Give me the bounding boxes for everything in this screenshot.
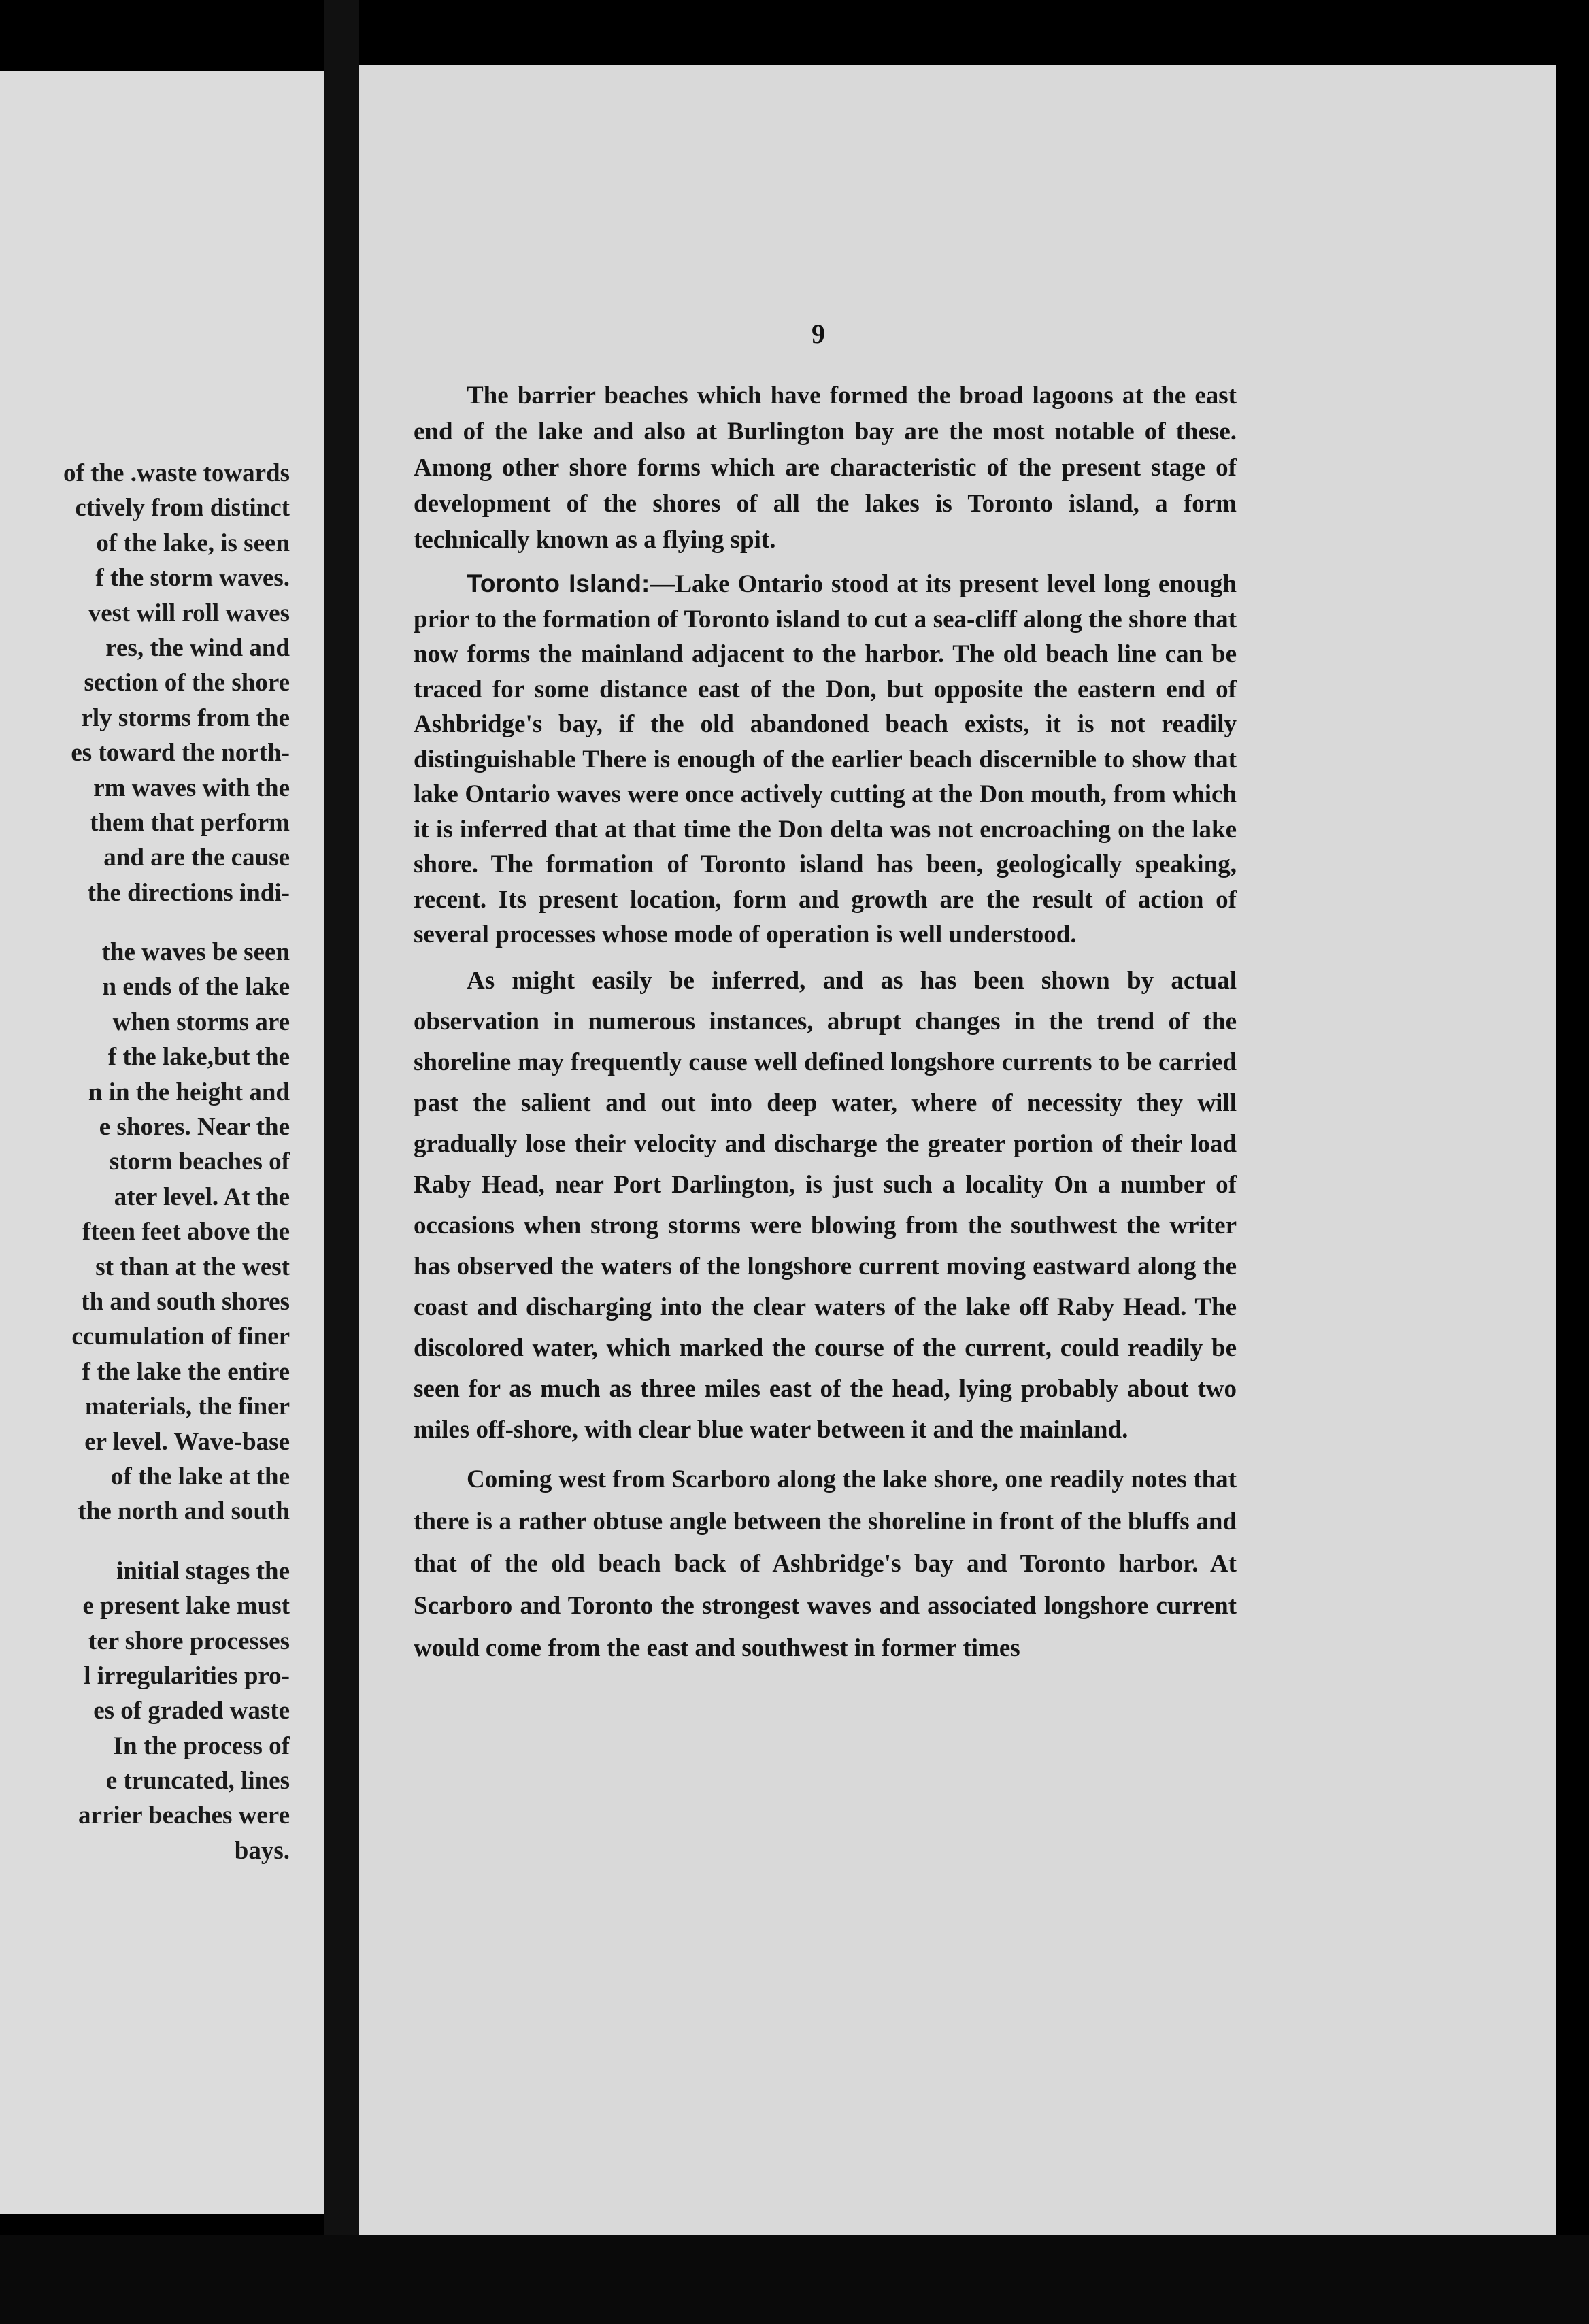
left-page-line: vest will roll waves xyxy=(88,599,290,627)
left-page-line: of the .waste towards xyxy=(63,459,290,487)
left-page-line: f the lake,but the xyxy=(107,1043,290,1072)
left-page-line: rly storms from the xyxy=(81,703,290,732)
right-page-text xyxy=(414,378,1237,1678)
left-page-line: them that perform xyxy=(90,808,290,837)
left-page-line: bays. xyxy=(234,1836,290,1865)
left-page-line: ater level. At the xyxy=(114,1182,290,1211)
left-page-line: ter shore processes xyxy=(88,1627,290,1655)
left-page-line: arrier beaches were xyxy=(78,1802,290,1830)
left-page-line: the directions indi- xyxy=(87,878,290,907)
left-page-line: the waves be seen xyxy=(101,938,290,967)
left-page-line: l irregularities pro- xyxy=(84,1661,290,1690)
left-page-line: the north and south xyxy=(78,1497,290,1526)
left-page-line: initial stages the xyxy=(116,1557,290,1585)
left-page-line: f the storm waves. xyxy=(95,564,290,593)
left-page-line: of the lake at the xyxy=(110,1462,290,1491)
left-page-line: of the lake, is seen xyxy=(96,529,290,557)
left-block-gap xyxy=(0,910,290,935)
left-page-line: materials, the finer xyxy=(84,1393,290,1421)
left-page-line: and are the cause xyxy=(103,844,290,872)
run-in-heading: Toronto Island: xyxy=(467,569,650,597)
paragraph-toronto-island-body: —Lake Ontario stood at its present level long enough prior to the formation of Toronto island to cut a sea-cliff along the shore that now forms the mainland adjacent to the harbor. The old beach line can be traced for some distance east of the Don, but opposite the eastern end of Ashbridge's bay, if the old abandoned beach exists, it is not readily distinguishable There is enough of the earlier beach discernible to show that lake Ontario waves were once actively cutting at the Don mouth, from which it is inferred that at that time the Don delta was not encroaching on the lake shore. The formation of Toronto island has been, geologically speaking, recent. Its present location, form and growth are the result of action of several processes whose mode of operation is well understood. xyxy=(414,570,1237,948)
left-page-line: storm beaches of xyxy=(109,1148,290,1176)
paragraph-toronto-island xyxy=(414,566,1237,952)
paragraph-scarboro: Coming west from Scarboro along the lake shore, one readily notes that there is a rather obtuse angle between the shoreline in front of the bluffs and that of the old beach back of Ashbridge's bay and Toronto harbor. At Scarboro and Toronto the strongest waves and associated longshore current would come from the east and southwest in former times xyxy=(414,1465,1237,1662)
left-page-line: when storms are xyxy=(112,1008,290,1036)
left-page-line: f the lake the entire xyxy=(82,1357,290,1386)
left-page-line: e truncated, lines xyxy=(105,1767,290,1795)
left-page-line: ccumulation of finer xyxy=(71,1323,290,1351)
left-page-line: er level. Wave-base xyxy=(84,1427,290,1456)
right-page xyxy=(359,65,1556,2235)
left-page-line: In the process of xyxy=(113,1731,290,1760)
left-page-line: rm waves with the xyxy=(93,774,290,802)
left-page-line: section of the shore xyxy=(84,669,290,697)
left-page-line: fteen feet above the xyxy=(82,1218,290,1246)
left-page-line: st than at the west xyxy=(95,1252,290,1281)
left-page-fragment xyxy=(0,71,324,2214)
left-page-line: e shores. Near the xyxy=(99,1113,290,1142)
left-page-line: res, the wind and xyxy=(105,633,290,662)
paragraph-barrier-beaches: The barrier beaches which have formed the broad lagoons at the east end of the lake and also at Burlington bay are the most notable of these. Among other shore forms which are characteristic of the present stage of development of the shores of all the lakes is Toronto island, a form technically known as a flying spit. xyxy=(414,382,1237,554)
left-page-line: e present lake must xyxy=(82,1592,290,1621)
left-page-text xyxy=(0,456,290,1868)
left-page-line: n ends of the lake xyxy=(102,973,290,1001)
left-page-line: es of graded waste xyxy=(93,1697,290,1725)
left-page-line: n in the height and xyxy=(88,1078,290,1106)
page-number: 9 xyxy=(812,318,825,349)
left-page-line: es toward the north- xyxy=(71,739,290,767)
left-page-line: ctively from distinct xyxy=(75,494,290,522)
book-gutter xyxy=(324,0,359,2324)
left-block-gap xyxy=(0,1529,290,1554)
scan-bottom-edge xyxy=(0,2235,1589,2324)
left-page-line: th and south shores xyxy=(81,1287,290,1316)
paragraph-longshore-currents: As might easily be inferred, and as has been shown by actual observation in numerous instances, abrupt changes in the trend of the shoreline may frequently cause well defined longshore currents to be carried past the salient and out into deep water, where of necessity they will gradually lose their velocity and discharge the greater portion of their load Raby Head, near Port Darlington, is just such a locality On a number of occasions when strong storms were blowing from the southwest the writer has observed the waters of the longshore current moving eastward along the coast and discharging into the clear waters of the lake off Raby Head. The discolored water, which marked the course of the current, could readily be seen for as much as three miles east of the head, lying probably about two miles off-shore, with clear blue water between it and the mainland. xyxy=(414,966,1237,1444)
